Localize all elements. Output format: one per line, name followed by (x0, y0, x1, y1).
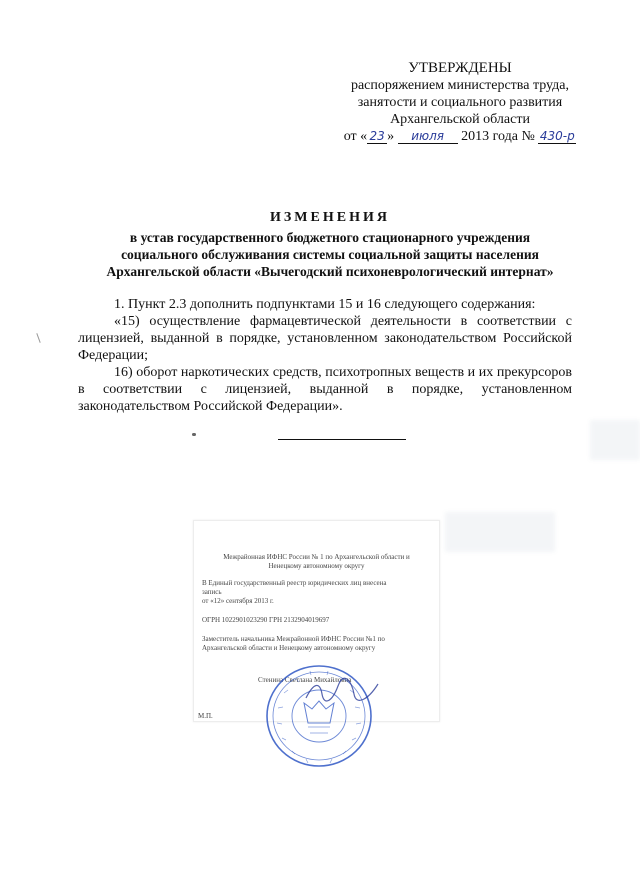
stamp-org-line: Ненецкому автономному округу (268, 562, 365, 570)
approval-heading: УТВЕРЖДЕНЫ (408, 60, 512, 76)
title-line: социального обслуживания системы социальной защиты населения (121, 247, 539, 262)
handwritten-day: 23 (367, 130, 387, 144)
signature-icon (302, 676, 382, 706)
approval-date-line (330, 128, 590, 145)
stamp-signer: Стенина Светлана Михайловна (258, 676, 352, 684)
title-line: Архангельской области «Вычегодский психоневрологический интернат» (106, 264, 554, 279)
stamp-deputy-line: Заместитель начальника Межрайонной ИФНС России №1 по (202, 635, 385, 643)
scan-mark (192, 433, 196, 436)
date-quote: » (387, 129, 395, 144)
stamp-org-line: Межрайонная ИФНС России № 1 по Архангельской области и (223, 553, 410, 561)
document-title (60, 210, 600, 280)
scan-smudge (590, 420, 640, 460)
scan-smudge (445, 512, 555, 552)
approval-line: Архангельской области (390, 112, 530, 127)
body-paragraph: 16) оборот наркотических средств, психотропных веществ и их прекурсоров в соответствии с лицензией, выданной в порядке, установленном законодательством Российской Федерации». (78, 365, 572, 414)
date-year: 2013 года № (461, 129, 535, 144)
stamp-ogrn: ОГРН 1022901023290 ГРН 2132904019697 (202, 616, 330, 624)
date-prefix: от « (343, 129, 368, 144)
document-body (78, 296, 572, 415)
scan-mark (36, 333, 40, 343)
handwritten-number: 430-р (539, 129, 575, 143)
stamp-mp: М.П. (198, 712, 213, 720)
stamp-reg-line: запись (202, 588, 222, 596)
body-paragraph: «15) осуществление фармацевтической деятельности в соответствии с лицензией, выданной в порядке, установленном законодательством Российской Федерации; (78, 314, 572, 363)
title-line: в устав государственного бюджетного стационарного учреждения (129, 230, 531, 245)
stamp-reg-date: от «12» сентября 2013 г. (202, 597, 274, 605)
handwritten-month: июля (398, 130, 458, 144)
title-heading: ИЗМЕНЕНИЯ (270, 210, 390, 225)
approval-line: распоряжением министерства труда, (350, 78, 570, 93)
body-paragraph: 1. Пункт 2.3 дополнить подпунктами 15 и 16 следующего содержания: (114, 297, 536, 312)
stamp-deputy-line: Архангельской области и Ненецкому автономному округу (202, 644, 376, 652)
end-rule (278, 439, 406, 440)
approval-line: занятости и социального развития (357, 95, 563, 110)
approval-block (330, 60, 590, 145)
stamp-reg-line: В Единый государственный реестр юридических лиц внесена (202, 579, 387, 587)
